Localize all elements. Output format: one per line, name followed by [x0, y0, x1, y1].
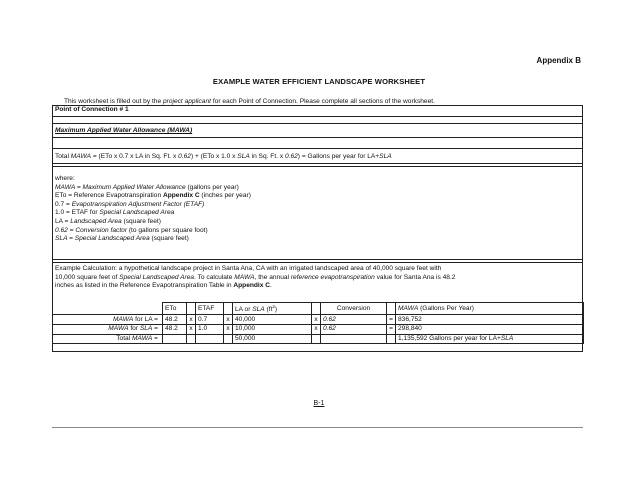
- table-cell: [187, 334, 196, 344]
- example-text: 10,000 square feet of: [55, 273, 120, 281]
- where-label: where:: [55, 175, 75, 182]
- row-label-text: Total: [116, 334, 133, 342]
- table-cell: [387, 303, 396, 315]
- formula-text: SLA: [237, 153, 250, 160]
- page-number: B-1: [313, 400, 325, 407]
- example-text: Special Landscaped Area: [119, 273, 195, 281]
- example-text: .: [270, 282, 272, 290]
- table-cell: 298,840: [396, 324, 584, 334]
- row-label-text: SLA: [139, 325, 153, 333]
- definition-line: [55, 184, 583, 193]
- table-cell: x: [224, 324, 233, 334]
- table-cell: [53, 303, 163, 315]
- definition-text: (to gallons per square foot): [127, 226, 208, 234]
- formula-text: SLA: [379, 153, 392, 160]
- appendix-label: Appendix B: [536, 56, 581, 65]
- document-title: EXAMPLE WATER EFFICIENT LANDSCAPE WORKSHEET: [212, 77, 426, 86]
- row-label-text: MAWA: [132, 334, 153, 342]
- definition-line: [55, 201, 583, 210]
- definition-line: [55, 209, 583, 218]
- table-cell: x: [224, 315, 233, 325]
- row-label-text: for LA =: [133, 315, 158, 323]
- definition-text: 0.7 =: [55, 200, 72, 208]
- definition-line: [55, 192, 583, 201]
- example-calculation: [52, 265, 583, 291]
- table-header-eto: ETo: [163, 303, 187, 315]
- example-text: value for Santa Ana is 48.2: [374, 273, 456, 281]
- definition-text: ETo = Reference Evapotranspiration: [55, 192, 163, 200]
- divider: [52, 123, 583, 124]
- row-label-text: for: [128, 325, 140, 333]
- definition-line: [55, 218, 583, 227]
- formula-text: ) = Gallons per year for LA+: [297, 153, 380, 160]
- example-line: Example Calculation: a hypothetical landscape project in Santa Ana, CA with an irrigated landscaped area of 40,000 square feet with: [55, 265, 442, 272]
- table-header-area: [233, 303, 312, 315]
- definition-text: (square feet): [149, 235, 189, 243]
- formula-text: 0.62: [284, 153, 298, 160]
- intro-part-a: This worksheet is filled out by the: [64, 98, 163, 105]
- row-label-text: =: [152, 334, 158, 342]
- cell-text: 0.62: [323, 325, 336, 333]
- point-of-connection: Point of Connection # 1: [55, 106, 129, 113]
- example-text: , the annual: [254, 273, 291, 281]
- table-cell: =: [387, 324, 396, 334]
- table-cell: 48.2: [163, 315, 187, 325]
- example-text: . To calculate: [194, 273, 235, 281]
- formula-text: ) + (ETo x 1.0 x: [190, 153, 238, 160]
- table-cell: x: [187, 324, 196, 334]
- formula-text: in Sq. Ft. x: [249, 153, 285, 160]
- definition-text: (gallons per year): [185, 183, 239, 191]
- table-cell: [312, 334, 321, 344]
- row-label: [53, 334, 163, 344]
- definition-line: [55, 227, 583, 236]
- definition-text: 1.0 = ETAF for: [55, 209, 100, 217]
- divider: [52, 259, 583, 260]
- mawa-heading: Maximum Applied Water Allowance (MAWA): [55, 127, 193, 134]
- table-cell: 50,000: [233, 334, 312, 344]
- table-cell: 48.2: [163, 324, 187, 334]
- footer-rule: [52, 427, 583, 428]
- row-label-text: =: [152, 325, 158, 333]
- row-label: [53, 315, 163, 325]
- table-cell: 10,000: [233, 324, 312, 334]
- intro-part-b: project applicant: [162, 98, 211, 105]
- table-cell: [187, 303, 196, 315]
- formula-text: Total: [55, 153, 71, 160]
- cell-text: SLA: [500, 334, 514, 342]
- mawa-formula: [52, 153, 583, 162]
- table-cell: x: [312, 324, 321, 334]
- definition-text: LA =: [55, 217, 71, 225]
- definition-text: (square feet): [121, 217, 161, 225]
- definition-text: 0.62 = Conversion factor: [55, 226, 128, 234]
- table-header-mawa: [396, 303, 584, 315]
- example-text: reference evapotranspiration: [290, 273, 375, 281]
- table-cell: [396, 334, 584, 344]
- row-label-text: MAWA: [108, 325, 129, 333]
- example-text: inches as listed in the Reference Evapotranspiration Table in: [55, 282, 234, 290]
- row-label: [53, 324, 163, 334]
- table-cell: 836,752: [396, 315, 584, 325]
- table-cell: [163, 334, 187, 344]
- intro-text: [64, 98, 604, 105]
- table-cell: [312, 303, 321, 315]
- header-text: (Gallons Per Year): [418, 304, 474, 312]
- cell-text: 0.62: [323, 315, 336, 323]
- example-text: MAWA: [234, 273, 255, 281]
- definition-line: [55, 235, 583, 244]
- table-cell: [224, 303, 233, 315]
- header-text: LA or: [235, 306, 253, 314]
- formula-text: 0.62: [178, 153, 191, 160]
- where-definitions: [52, 175, 583, 244]
- header-text: (ft: [264, 306, 273, 314]
- table-cell: [387, 334, 396, 344]
- definition-text: (inches per year): [199, 192, 251, 200]
- table-header-etaf: ETAF: [196, 303, 224, 315]
- table-header-conversion: Conversion: [321, 303, 387, 315]
- definition-text: Evapotranspiration Adjustment Factor (ETAF): [71, 200, 205, 208]
- divider: [52, 137, 583, 138]
- row-label-text: MAWA: [112, 315, 134, 323]
- divider: [52, 148, 583, 149]
- header-text: 2: [272, 304, 275, 309]
- table-cell: =: [387, 315, 396, 325]
- example-line: [55, 274, 583, 283]
- definition-text: MAWA = Maximum Applied Water Allowance: [55, 183, 186, 191]
- table-cell: x: [187, 315, 196, 325]
- header-text: ): [274, 306, 278, 314]
- intro-part-c: for each Point of Connection. Please complete all sections of the worksheet.: [210, 98, 435, 105]
- example-line: [55, 282, 583, 291]
- definition-text: Landscaped Area: [70, 217, 122, 225]
- formula-text: MAWA: [70, 153, 92, 160]
- table-cell: [321, 324, 387, 334]
- table-cell: [224, 334, 233, 344]
- table-row: [53, 315, 584, 325]
- table-cell: 1.0: [196, 324, 224, 334]
- table-cell: [321, 334, 387, 344]
- divider: [52, 262, 583, 263]
- table-cell: [196, 334, 224, 344]
- table-cell: x: [312, 315, 321, 325]
- table-cell: 0.7: [196, 315, 224, 325]
- table-cell: 40,000: [233, 315, 312, 325]
- divider: [52, 163, 583, 164]
- table-cell: [321, 315, 387, 325]
- table-header-row: [53, 303, 584, 315]
- divider: [52, 166, 583, 167]
- formula-text: = (ETo x 0.7 x LA in Sq. Ft. x: [91, 153, 179, 160]
- definition-text: SLA = Special Landscaped Area: [55, 235, 150, 243]
- definition-text: Appendix C: [162, 192, 200, 200]
- table-row: [53, 324, 584, 334]
- divider: [52, 116, 583, 117]
- cell-text: 1,135,592 Gallons per year for LA+: [398, 334, 501, 342]
- header-text: MAWA: [398, 304, 419, 312]
- header-text: SLA: [252, 306, 265, 314]
- definition-text: Special Landscaped Area: [99, 209, 175, 217]
- calculation-table: [52, 302, 584, 344]
- example-text: Appendix C: [233, 282, 271, 290]
- table-row-total: [53, 334, 584, 344]
